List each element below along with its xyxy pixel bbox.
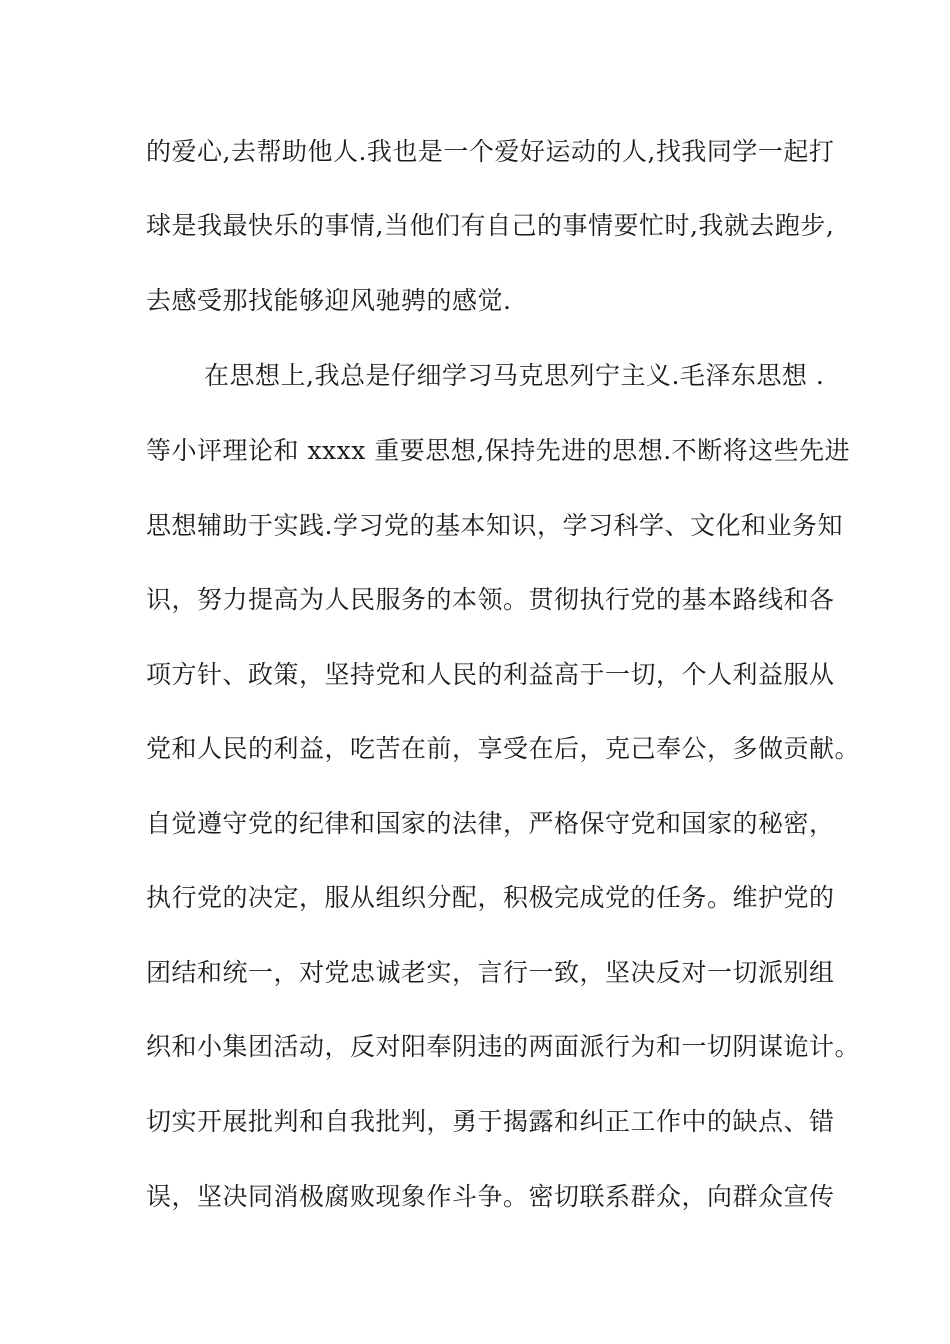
text-line: 团结和统一，对党忠诚老实，言行一致，坚决反对一切派别组 <box>146 958 835 987</box>
text-line: 项方针、政策，坚持党和人民的利益高于一切，个人利益服从 <box>146 660 835 689</box>
text-line: 自觉遵守党的纪律和国家的法律，严格保守党和国家的秘密， <box>146 809 835 838</box>
text-line: 去感受那找能够迎风驰骋的感觉. <box>146 286 512 315</box>
text-line: 党和人民的利益，吃苦在前，享受在后，克己奉公，多做贡献。 <box>146 734 861 763</box>
text-line: 的爱心,去帮助他人.我也是一个爱好运动的人,找我同学一起打 <box>146 137 835 166</box>
text-line: 执行党的决定，服从组织分配，积极完成党的任务。维护党的 <box>146 883 835 912</box>
text-line: 织和小集团活动，反对阳奉阴违的两面派行为和一切阴谋诡计。 <box>146 1032 861 1061</box>
text-line: 球是我最快乐的事情,当他们有自己的事情要忙时,我就去跑步, <box>146 211 835 240</box>
text-line: 等小评理论和 xxxx 重要思想,保持先进的思想.不断将这些先进 <box>146 436 851 465</box>
text-line: 切实开展批判和自我批判，勇于揭露和纠正工作中的缺点、错 <box>146 1107 835 1136</box>
text-line: 思想辅助于实践.学习党的基本知识，学习科学、文化和业务知 <box>146 511 843 540</box>
paragraph-start-line: 在思想上,我总是仔细学习马克思列宁主义.毛泽东思想 . <box>204 361 825 390</box>
text-line: 误，坚决同消极腐败现象作斗争。密切联系群众，向群众宣传 <box>146 1182 835 1211</box>
text-line: 识，努力提高为人民服务的本领。贯彻执行党的基本路线和各 <box>146 585 835 614</box>
